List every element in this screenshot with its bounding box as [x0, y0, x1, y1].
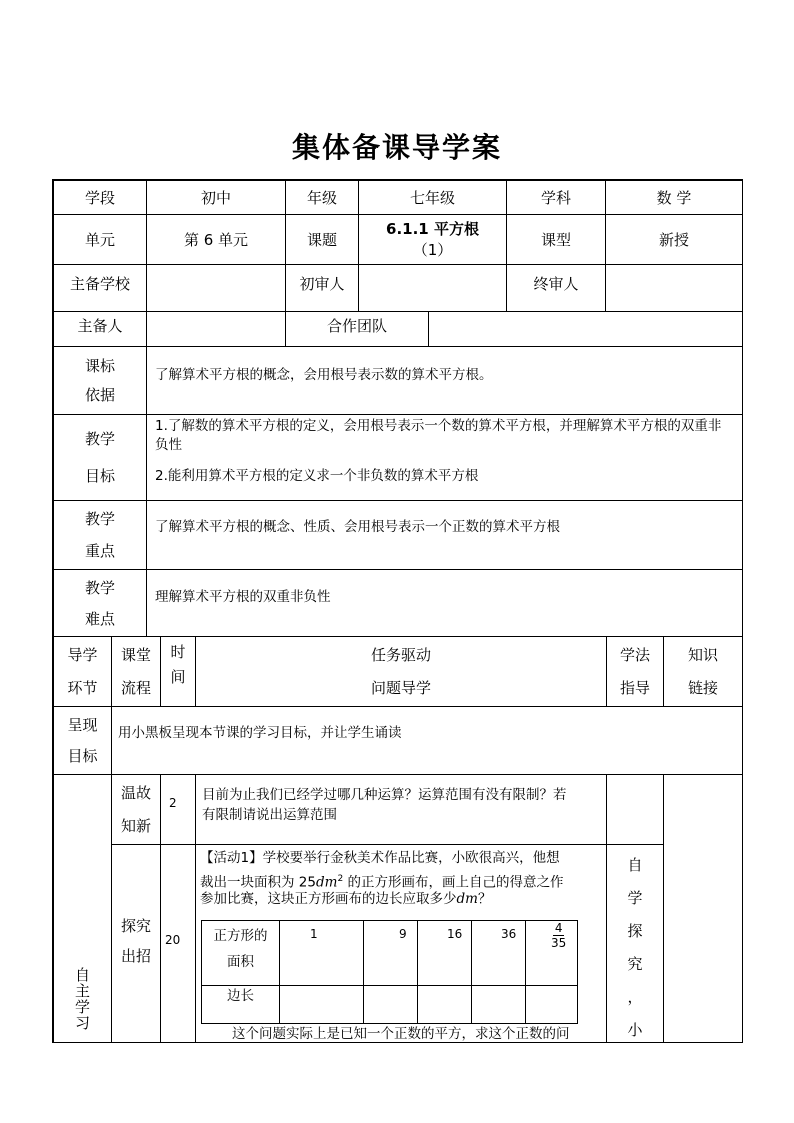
explore-guide — [607, 849, 663, 1047]
explore-line-2-post: 的正方形画布，画上自己的得意之作 — [343, 874, 564, 891]
self-study-char-3: 学 — [74, 998, 90, 1016]
header-link-2: 链接 — [687, 678, 718, 697]
self-study-label — [54, 967, 111, 1031]
area-value-4: 36 — [501, 927, 517, 941]
explore-line-3-pre: 参加比赛，这块正方形画布的边长应取多少 — [200, 891, 457, 907]
review-time-cell — [160, 774, 195, 844]
guide-char-2: 学 — [627, 889, 643, 907]
value-lesson-type: 新授 — [605, 214, 742, 264]
value-first-reviewer — [358, 264, 506, 311]
label-standards — [53, 346, 146, 414]
objective-item-1: 1.了解数的算术平方根的定义，会用根号表示一个数的算术平方根，并理解算术平方根的双重非负性 — [155, 418, 722, 453]
label-topic: 课题 — [285, 214, 358, 264]
label-first-reviewer: 初审人 — [285, 264, 358, 311]
difficulties-label-1: 教学 — [84, 578, 115, 597]
header-flow-1: 课堂 — [120, 646, 151, 665]
value-team — [428, 311, 742, 346]
value-main-school — [146, 264, 285, 311]
guide-char-1: 自 — [627, 856, 643, 874]
explore-bottom-line: 这个问题实际上是已知一个正数的平方，求这个正数的问 — [232, 1026, 570, 1042]
area-value-2: 9 — [399, 927, 407, 941]
label-key-points — [53, 500, 146, 569]
header-area-1: 正方形的 — [213, 928, 268, 944]
header-task-2: 问题导学 — [370, 678, 431, 697]
page-title: 集体备课导学案 — [291, 131, 502, 164]
difficulties-text: 理解算术平方根的双重非负性 — [146, 569, 742, 636]
label-team: 合作团队 — [285, 311, 428, 346]
label-stage: 学段 — [53, 180, 146, 214]
review-line-2: 有限制请说出运算范围 — [202, 807, 337, 823]
header-time-1: 时 — [170, 643, 186, 661]
self-study-char-4: 习 — [74, 1014, 90, 1032]
label-objectives — [53, 414, 146, 500]
explore-line-1: 【活动1】学校要举行金秋美术作品比赛，小欧很高兴，他想 — [200, 850, 560, 866]
area-value-fraction — [551, 921, 566, 950]
value-grade: 七年级 — [358, 180, 506, 214]
explore-time-cell — [160, 844, 195, 1042]
table-header-area — [202, 923, 279, 975]
header-flow — [111, 636, 160, 706]
fraction-numerator: 4 — [554, 921, 563, 935]
header-area-2: 面积 — [227, 954, 254, 970]
header-link-1: 知识 — [687, 646, 718, 665]
self-study-cell — [53, 774, 111, 1042]
objectives-text — [146, 414, 742, 500]
present-label-1: 呈现 — [67, 715, 98, 734]
present-label-2: 目标 — [67, 747, 98, 766]
explore-content-cell — [195, 844, 606, 1042]
standards-text: 了解算术平方根的概念，会用根号表示数的算术平方根。 — [146, 346, 742, 414]
label-lesson-type: 课型 — [506, 214, 605, 264]
value-unit: 第 6 单元 — [146, 214, 285, 264]
unit-sup: 2 — [337, 874, 344, 884]
explore-label-1: 探究 — [120, 917, 151, 935]
explore-line-2-pre: 裁出一块面积为 25 — [200, 874, 316, 891]
standards-label-1: 课标 — [84, 356, 115, 375]
guide-char-4: 究 — [627, 955, 643, 973]
value-topic — [358, 214, 506, 264]
key-points-text: 了解算术平方根的概念、性质、会用根号表示一个正数的算术平方根 — [146, 500, 742, 569]
unit-dm-1: dm — [315, 874, 338, 891]
unit-dm-2: dm — [456, 891, 478, 907]
label-subject: 学科 — [506, 180, 605, 214]
standards-label-2: 依据 — [84, 386, 115, 405]
guide-char-5: ， — [627, 988, 643, 1006]
label-difficulties — [53, 569, 146, 636]
review-label-1: 温故 — [120, 784, 151, 803]
header-flow-2: 流程 — [120, 678, 151, 697]
header-stage-1: 导学 — [67, 646, 98, 665]
header-task-1: 任务驱动 — [370, 646, 431, 665]
objectives-label-1: 教学 — [84, 430, 115, 449]
header-method-1: 学法 — [619, 646, 650, 665]
area-value-1: 1 — [310, 927, 318, 941]
self-study-char-2: 主 — [74, 982, 90, 1000]
header-method — [606, 636, 663, 706]
key-points-label-1: 教学 — [84, 510, 115, 528]
label-unit: 单元 — [53, 214, 146, 264]
header-method-2: 指导 — [619, 678, 650, 697]
header-time-2: 间 — [170, 668, 186, 686]
explore-method-cell — [606, 844, 663, 1042]
explore-label-cell — [111, 844, 160, 1042]
value-main-preparer — [146, 311, 285, 346]
label-present — [53, 706, 111, 774]
table-header-side: 边长 — [227, 988, 254, 1004]
header-task — [195, 636, 606, 706]
value-stage: 初中 — [146, 180, 285, 214]
review-time: 2 — [169, 796, 177, 810]
square-table — [201, 920, 578, 1024]
label-explore — [112, 911, 160, 971]
header-time — [160, 636, 195, 706]
explore-time: 20 — [165, 933, 181, 947]
guide-char-6: 小 — [627, 1021, 643, 1039]
label-main-preparer: 主备人 — [53, 311, 146, 346]
difficulties-label-2: 难点 — [84, 609, 115, 628]
label-grade: 年级 — [285, 180, 358, 214]
value-subject: 数 学 — [605, 180, 742, 214]
area-value-3: 16 — [447, 927, 463, 941]
fraction-denominator: 35 — [551, 936, 567, 950]
header-stage — [53, 636, 111, 706]
value-final-reviewer — [605, 264, 742, 311]
objectives-label-2: 目标 — [84, 466, 115, 485]
guide-char-3: 探 — [627, 922, 643, 940]
topic-line-2: （1） — [412, 241, 453, 260]
explore-label-2: 出招 — [120, 947, 151, 965]
label-review — [111, 774, 160, 844]
review-line-1: 目前为止我们已经学过哪几种运算？运算范围有没有限制？若 — [202, 787, 567, 803]
review-label-2: 知新 — [120, 816, 151, 835]
header-link — [663, 636, 742, 706]
label-main-school: 主备学校 — [53, 264, 146, 311]
explore-line-3-post: ？ — [477, 891, 492, 907]
objective-item-2: 2.能利用算术平方根的定义求一个非负数的算术平方根 — [155, 468, 479, 484]
header-stage-2: 环节 — [67, 678, 98, 697]
label-final-reviewer: 终审人 — [506, 264, 605, 311]
topic-line-1: 6.1.1 平方根 — [386, 219, 479, 238]
review-method-cell — [606, 774, 663, 844]
link-cell — [663, 774, 742, 1042]
present-text: 用小黑板呈现本节课的学习目标，并让学生诵读 — [111, 706, 742, 774]
explore-line-3 — [200, 888, 491, 910]
review-text — [195, 774, 606, 844]
key-points-label-2: 重点 — [84, 542, 115, 560]
self-study-char-1: 自 — [74, 966, 90, 984]
